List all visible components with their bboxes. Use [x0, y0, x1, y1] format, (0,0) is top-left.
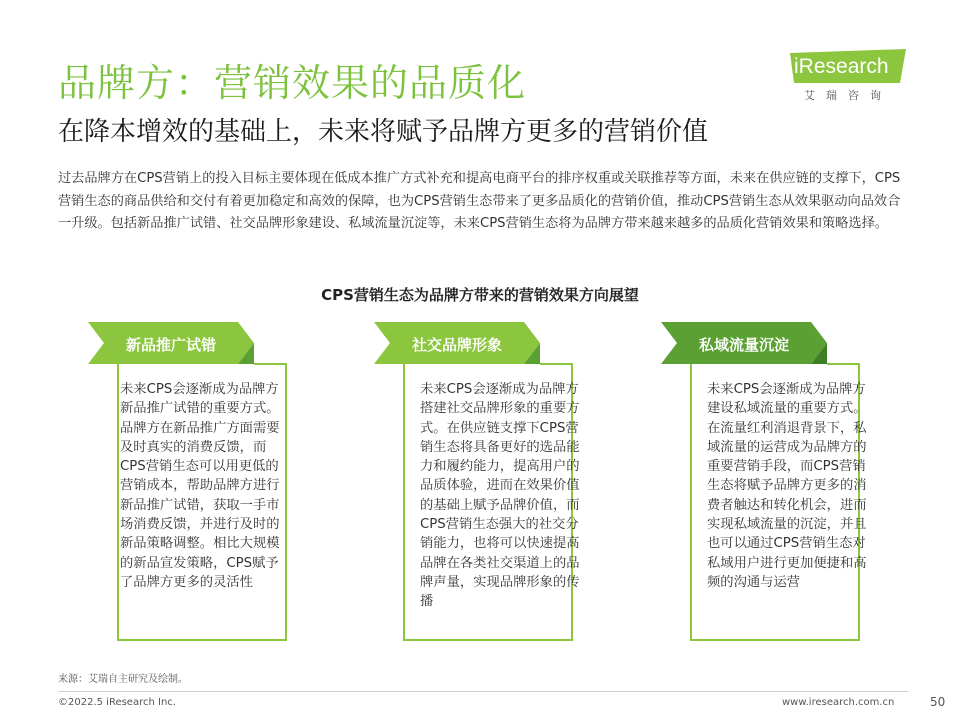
page-number: 50 — [930, 695, 946, 709]
intro-paragraph: 过去品牌方在CPS营销上的投入目标主要体现在低成本推广方式补充和提高电商平台的排序权重或关联推荐等方面，未来在供应链的支撑下，CPS营销生态的商品供给和交付有着更加稳定和高效的保障，也为CPS营销生态带来了更多品质化的营销价值，推动CPS营销生态从效果驱动向品效合一升级。包括新品推广试错、社交品牌形象建设、私域流量沉淀等，未来CPS营销生态将为品牌方带来越来越多的品质化营销效果和策略选择。 — [58, 171, 901, 231]
page-subtitle: 在降本增效的基础上，未来将赋予品牌方更多的营销价值 — [58, 117, 709, 147]
card-social-brand-image — [374, 322, 584, 652]
logo-wordmark: iResearch — [794, 55, 889, 78]
card-body: 未来CPS会逐渐成为品牌方搭建社交品牌形象的重要方式。在供应链支撑下CPS营销生态将具备更好的选品能力和履约能力，提高用户的品质体验，进而在效果价值的基础上赋予品牌价值，而CPS营销生态强大的社交分销能力，也将可以快速提高品牌在各类社交渠道上的品牌声量，实现品牌形象的传播 — [420, 382, 580, 610]
section-title: CPS营销生态为品牌方带来的营销效果方向展望 — [321, 286, 639, 304]
card-label: 新品推广试错 — [125, 336, 216, 354]
card-new-product-trial — [88, 322, 298, 652]
card-label: 社交品牌形象 — [411, 336, 502, 354]
copyright: ©2022.5 iResearch Inc. — [58, 697, 176, 708]
card-private-traffic — [661, 322, 871, 652]
page-title: 品牌方：营销效果的品质化 — [58, 61, 527, 105]
card-label: 私域流量沉淀 — [698, 336, 789, 354]
card-body: 未来CPS会逐渐成为品牌方新品推广试错的重要方式。品牌方在新品推广方面需要及时真实的消费反馈，而CPS营销生态可以用更低的营销成本，帮助品牌方进行新品推广试错，获取一手市场消费反馈，并进行及时的新品策略调整。相比大规模的新品宣发策略，CPS赋予了品牌方更多的灵活性 — [120, 382, 280, 590]
iresearch-logo — [790, 49, 916, 101]
source-note: 来源：艾瑞自主研究及绘制。 — [58, 674, 188, 685]
card-body: 未来CPS会逐渐成为品牌方建设私域流量的重要方式。在流量红利消退背景下，私域流量的运营成为品牌方的重要营销手段，而CPS营销生态将赋予品牌方更多的消费者触达和转化机会，进而实现私域流量的沉淀，并且也可以通过CPS营销生态对私域用户进行更加便捷和高频的沟通与运营 — [707, 382, 867, 590]
website-url: www.iresearch.com.cn — [782, 697, 895, 708]
logo-subtext: 艾瑞咨询 — [804, 89, 892, 102]
footer-divider — [58, 691, 908, 692]
